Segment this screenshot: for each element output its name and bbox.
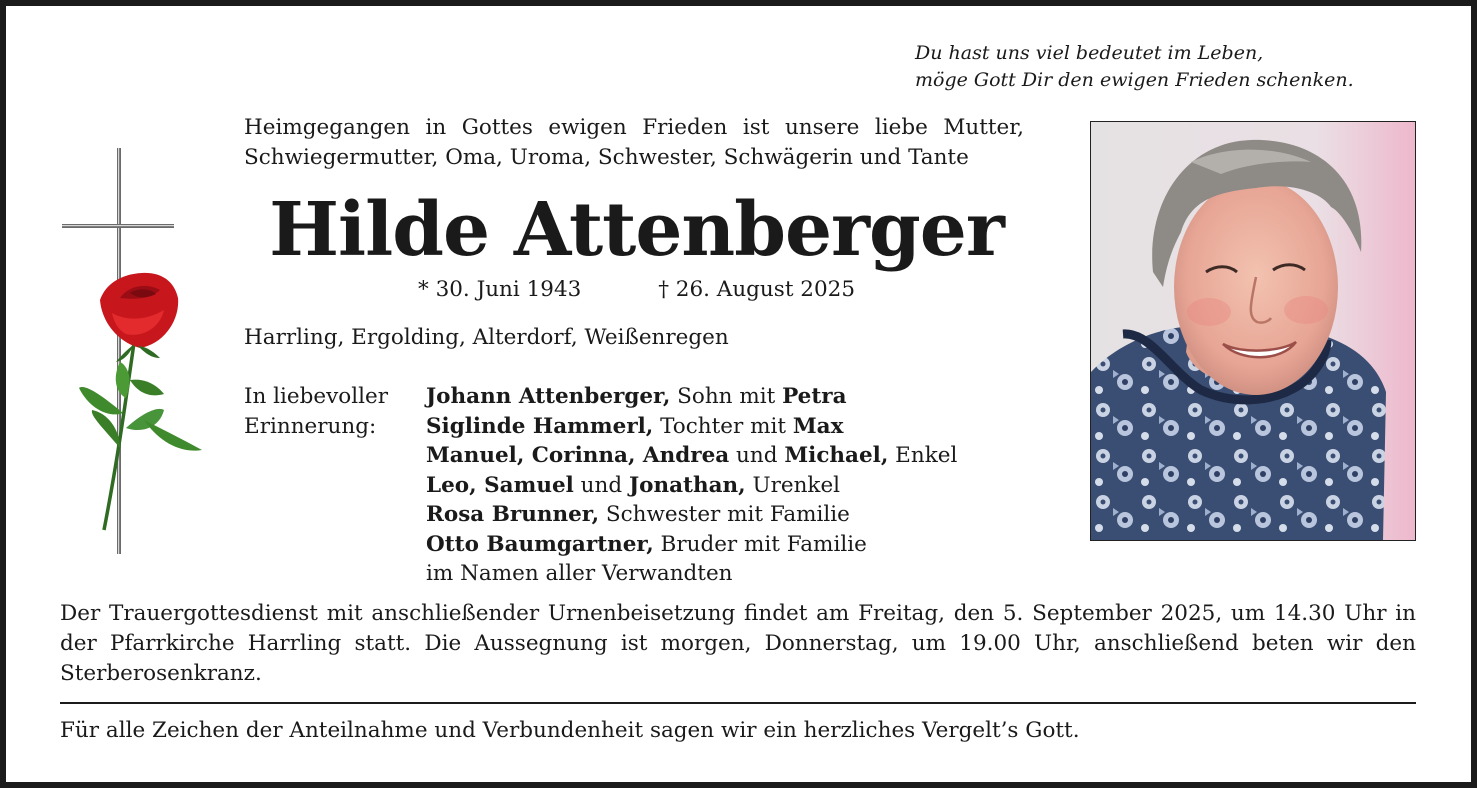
motto-line-1: Du hast uns viel bedeutet im Leben, (915, 42, 1264, 64)
mourner-line (426, 530, 957, 560)
mourner-line (426, 471, 957, 501)
mourner-name: Michael, (784, 443, 889, 468)
life-dates (244, 275, 1029, 305)
motto-line-2: möge Gott Dir den ewigen Frieden schenken. (915, 69, 1354, 91)
divider (60, 702, 1416, 704)
service-announcement (60, 599, 1416, 689)
mourner-name: Jonathan, (628, 472, 746, 498)
mourner-line (426, 412, 957, 442)
service-text: Der Trauergottesdienst mit anschließender Urnenbeisetzung findet am Freitag, den 5. September 2025, um 14.30 Uhr in der Pfarrkirche Harrling statt. Die Aussegnung ist morgen, Donnerstag, um 19.00 Uhr, anschließend beten wir den Sterberosenkranz. (60, 601, 1416, 686)
mourner-name: Petra (782, 384, 847, 409)
mourner-relation: und (573, 472, 629, 498)
portrait-photo (1090, 121, 1416, 541)
motto-verse (915, 40, 1354, 94)
mourner-name: Leo, Samuel (426, 472, 574, 498)
mourner-name: Siglinde Hammerl, (426, 413, 654, 439)
memory-label-line-1: In liebevoller (244, 384, 388, 409)
mourner-name: Max (792, 413, 844, 439)
memory-label (244, 382, 388, 441)
mourners-list (426, 382, 957, 589)
mourner-relation: im Namen aller Verwandten (426, 561, 733, 586)
intro-line-1: Heimgegangen in Gottes ewigen Frieden ist unsere liebe Mutter, (244, 115, 1024, 140)
mourner-line (426, 500, 957, 530)
death-date: † 26. August 2025 (658, 277, 856, 302)
memory-label-line-2: Erinnerung: (244, 413, 377, 439)
thanks-text: Für alle Zeichen der Anteilnahme und Verbundenheit sagen wir ein herzliches Vergelt’s Gott. (60, 718, 1080, 743)
rose-icon (79, 273, 202, 530)
mourner-relation: Sohn mit (670, 384, 783, 409)
deceased-name: Hilde Attenberger (269, 187, 1004, 273)
mourner-name: Rosa Brunner, (426, 502, 600, 527)
birth-date: * 30. Juni 1943 (417, 277, 582, 302)
cross-with-rose (60, 148, 210, 562)
mourner-line (426, 382, 957, 412)
mourner-name: Johann Attenberger, (426, 384, 671, 409)
cross-icon (60, 148, 210, 558)
portrait-image (1091, 122, 1415, 540)
mourner-relation: Enkel (888, 443, 958, 468)
places-line: Harrling, Ergolding, Alterdorf, Weißenregen (244, 325, 729, 350)
mourner-relation: Urenkel (745, 472, 841, 498)
mourner-name: Manuel, Corinna, Andrea (426, 443, 730, 468)
mourner-line (426, 441, 957, 471)
intro-text (244, 113, 1024, 173)
mourner-name: Otto Baumgartner, (426, 531, 654, 557)
mourner-relation: Tochter mit (653, 413, 793, 439)
mourner-relation: Schwester mit Familie (599, 502, 850, 527)
mourner-relation: Bruder mit Familie (653, 531, 867, 557)
mourner-relation: und (729, 443, 785, 468)
intro-line-2: Schwiegermutter, Oma, Uroma, Schwester, Schwägerin und Tante (244, 145, 969, 170)
mourner-line (426, 559, 957, 589)
